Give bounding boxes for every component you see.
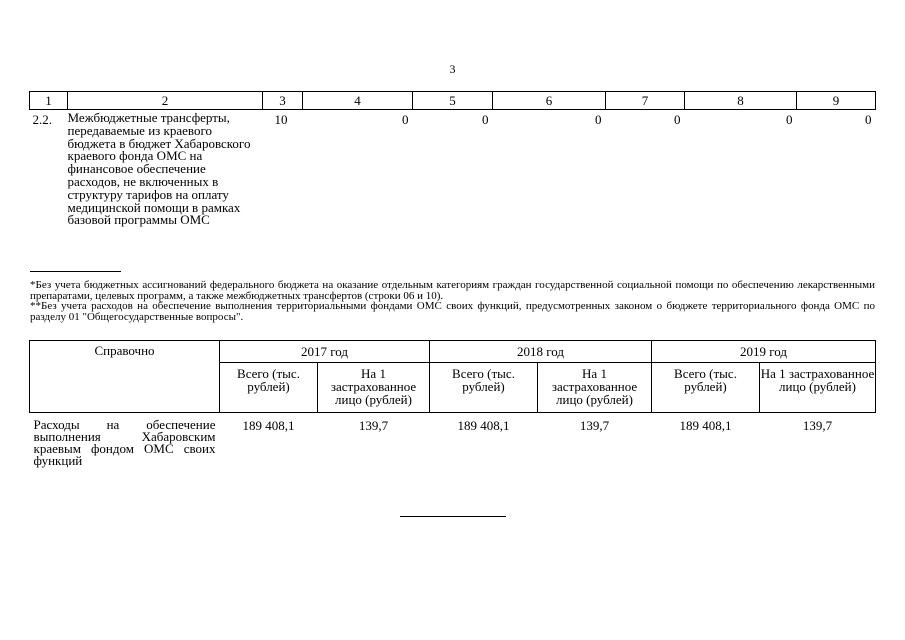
year-header: 2017 год: [220, 341, 430, 363]
header-cell: 1: [30, 92, 68, 110]
reference-value: 189 408,1: [457, 418, 510, 433]
reference-value: 189 408,1: [679, 418, 732, 433]
row-value: 0: [786, 112, 793, 127]
year-header: 2019 год: [652, 341, 876, 363]
subheader-total: Всего (тыс. рублей): [652, 363, 760, 413]
page-number: 3: [449, 62, 456, 76]
end-divider: [400, 516, 506, 517]
header-cell: 8: [685, 92, 797, 110]
row-description: Межбюджетные трансферты, передаваемые из краевого бюджета в бюджет Хабаровского краевого фонда ОМС на финансовое обеспечение расходов, не включенных в структуру тарифов на оплату медицинской помощи в рамках базовой программы ОМС: [67, 110, 251, 228]
reference-value: 139,7: [802, 418, 833, 433]
reference-header-row: [30, 341, 876, 363]
reference-value: 139,7: [358, 418, 389, 433]
footnote: **Без учета расходов на обеспечение выполнения территориальными фондами ОМС своих функций, предусмотренных законом о бюджете территориального фонда ОМС по разделу 01 "Общегосударственные вопросы".: [30, 300, 875, 323]
header-cell: 4: [303, 92, 413, 110]
reference-label-header: Справочно: [30, 341, 220, 413]
footnotes: [30, 280, 875, 322]
table-row: [30, 413, 876, 469]
reference-table: [29, 340, 876, 468]
main-table: [29, 91, 876, 228]
subheader-per-person: На 1 застрахованное лицо (рублей): [538, 363, 652, 413]
row-value: 0: [482, 112, 489, 127]
row-value: 0: [865, 112, 872, 127]
row-number: 2.2.: [32, 112, 52, 127]
row-value: 0: [402, 112, 409, 127]
row-value: 0: [595, 112, 602, 127]
reference-value: 189 408,1: [242, 418, 295, 433]
header-cell: 7: [606, 92, 685, 110]
header-cell: 6: [493, 92, 606, 110]
subheader-per-person: На 1 застрахованное лицо (рублей): [318, 363, 430, 413]
header-cell: 2: [68, 92, 263, 110]
subheader-per-person: На 1 застрахованное лицо (рублей): [760, 363, 876, 413]
header-cell: 5: [413, 92, 493, 110]
subheader-total: Всего (тыс. рублей): [430, 363, 538, 413]
header-cell: 9: [797, 92, 876, 110]
year-header: 2018 год: [430, 341, 652, 363]
main-table-header-row: [30, 92, 876, 110]
row-value: 0: [674, 112, 681, 127]
row-code: 10: [274, 112, 288, 127]
table-row: [30, 110, 876, 229]
header-cell: 3: [263, 92, 303, 110]
subheader-total: Всего (тыс. рублей): [220, 363, 318, 413]
reference-row-label: Расходы на обеспечение выполнения Хабаровским краевым фондом ОМС своих функций: [33, 417, 216, 468]
footnote-divider: [30, 271, 121, 272]
footnote: *Без учета бюджетных ассигнований федерального бюджета на оказание отдельным категориям граждан государственной социальной помощи по обеспечению лекарственными препаратами, целевых программ, а также межбюджетных трансфертов (строки 06 и 10).: [30, 279, 875, 302]
reference-value: 139,7: [579, 418, 610, 433]
